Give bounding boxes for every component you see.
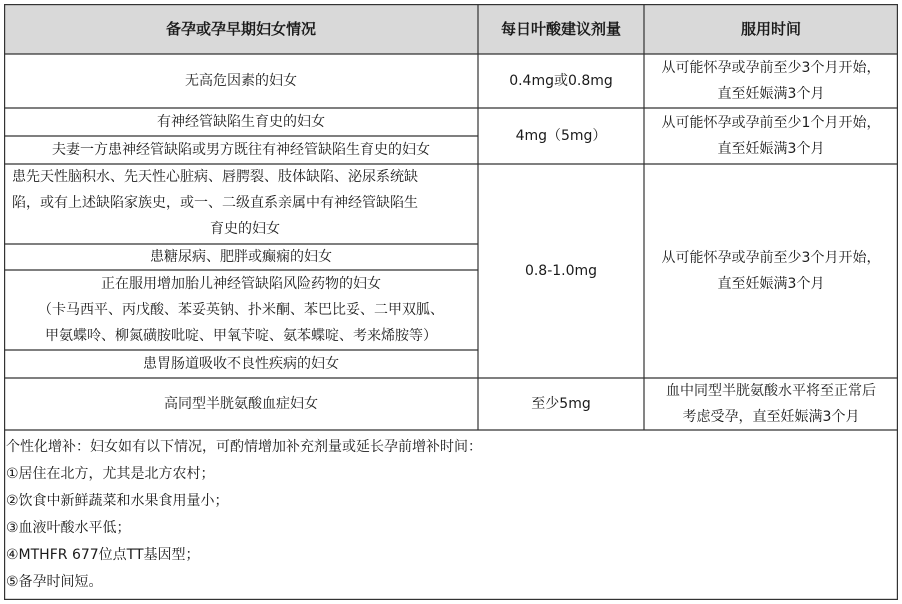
row-medication bbox=[4, 270, 478, 350]
notes-item: ⑤备孕时间短。 bbox=[6, 574, 103, 590]
timing-line: 直至妊娠满3个月 bbox=[717, 86, 825, 102]
notes-item: ②饮食中新鲜蔬菜和水果食用量小； bbox=[6, 493, 229, 509]
timing-risk-group bbox=[644, 164, 898, 378]
timing-line: 从可能怀孕或孕前至少3个月开始， bbox=[661, 250, 881, 266]
timing-line: 血中同型半胱氨酸水平将至正常后 bbox=[666, 383, 876, 399]
header-situation: 备孕或孕早期妇女情况 bbox=[4, 4, 478, 54]
dose-hcy: 至少5mg bbox=[531, 396, 591, 412]
timing-line: 从可能怀孕或孕前至少1个月开始， bbox=[661, 115, 881, 131]
row-diabetes: 患糖尿病、肥胖或癫痫的妇女 bbox=[150, 249, 332, 265]
dose-risk-group: 0.8-1.0mg bbox=[524, 263, 598, 279]
header-dose: 每日叶酸建议剂量 bbox=[478, 4, 644, 54]
timing-line: 考虑受孕，直至妊娠满3个月 bbox=[682, 409, 860, 425]
dose-no-risk: 0.4mg或0.8mg bbox=[509, 73, 613, 89]
row-no-risk: 无高危因素的妇女 bbox=[185, 73, 297, 89]
row-line: 患先天性脑积水、先天性心脏病、唇腭裂、肢体缺陷、泌尿系统缺 bbox=[12, 169, 418, 185]
notes-intro: 个性化增补：妇女如有以下情况，可酌情增加补充剂量或延长孕前增补时间： bbox=[6, 439, 482, 455]
row-gi: 患胃肠道吸收不良性疾病的妇女 bbox=[143, 356, 339, 372]
row-hcy: 高同型半胱氨酸血症妇女 bbox=[164, 396, 318, 412]
timing-line: 直至妊娠满3个月 bbox=[717, 276, 825, 292]
row-line: 育史的妇女 bbox=[210, 221, 280, 237]
row-ntd-history: 有神经管缺陷生育史的妇女 bbox=[157, 114, 325, 130]
timing-hcy bbox=[644, 378, 898, 430]
header-timing: 服用时间 bbox=[644, 4, 898, 54]
notes-item: ①居住在北方，尤其是北方农村； bbox=[6, 466, 215, 482]
notes-item: ④MTHFR 677位点TT基因型； bbox=[6, 547, 200, 563]
notes-item: ③血液叶酸水平低； bbox=[6, 520, 131, 536]
row-line: 甲氨蝶呤、柳氮磺胺吡啶、甲氧苄啶、氨苯蝶啶、考来烯胺等） bbox=[45, 328, 437, 344]
timing-line: 直至妊娠满3个月 bbox=[717, 141, 825, 157]
row-line: 正在服用增加胎儿神经管缺陷风险药物的妇女 bbox=[101, 276, 381, 292]
folic-acid-table bbox=[4, 4, 898, 600]
row-congenital bbox=[4, 164, 478, 244]
notes-section bbox=[4, 430, 898, 600]
dose-ntd: 4mg（5mg） bbox=[515, 128, 607, 144]
row-line: （卡马西平、丙戊酸、苯妥英钠、扑米酮、苯巴比妥、二甲双胍、 bbox=[38, 302, 444, 318]
row-couple-ntd: 夫妻一方患神经管缺陷或男方既往有神经管缺陷生育史的妇女 bbox=[52, 142, 430, 158]
timing-ntd bbox=[644, 108, 898, 164]
timing-no-risk bbox=[644, 54, 898, 108]
timing-line: 从可能怀孕或孕前至少3个月开始， bbox=[661, 60, 881, 76]
row-line: 陷，或有上述缺陷家族史，或一、二级直系亲属中有神经管缺陷生 bbox=[12, 195, 418, 211]
